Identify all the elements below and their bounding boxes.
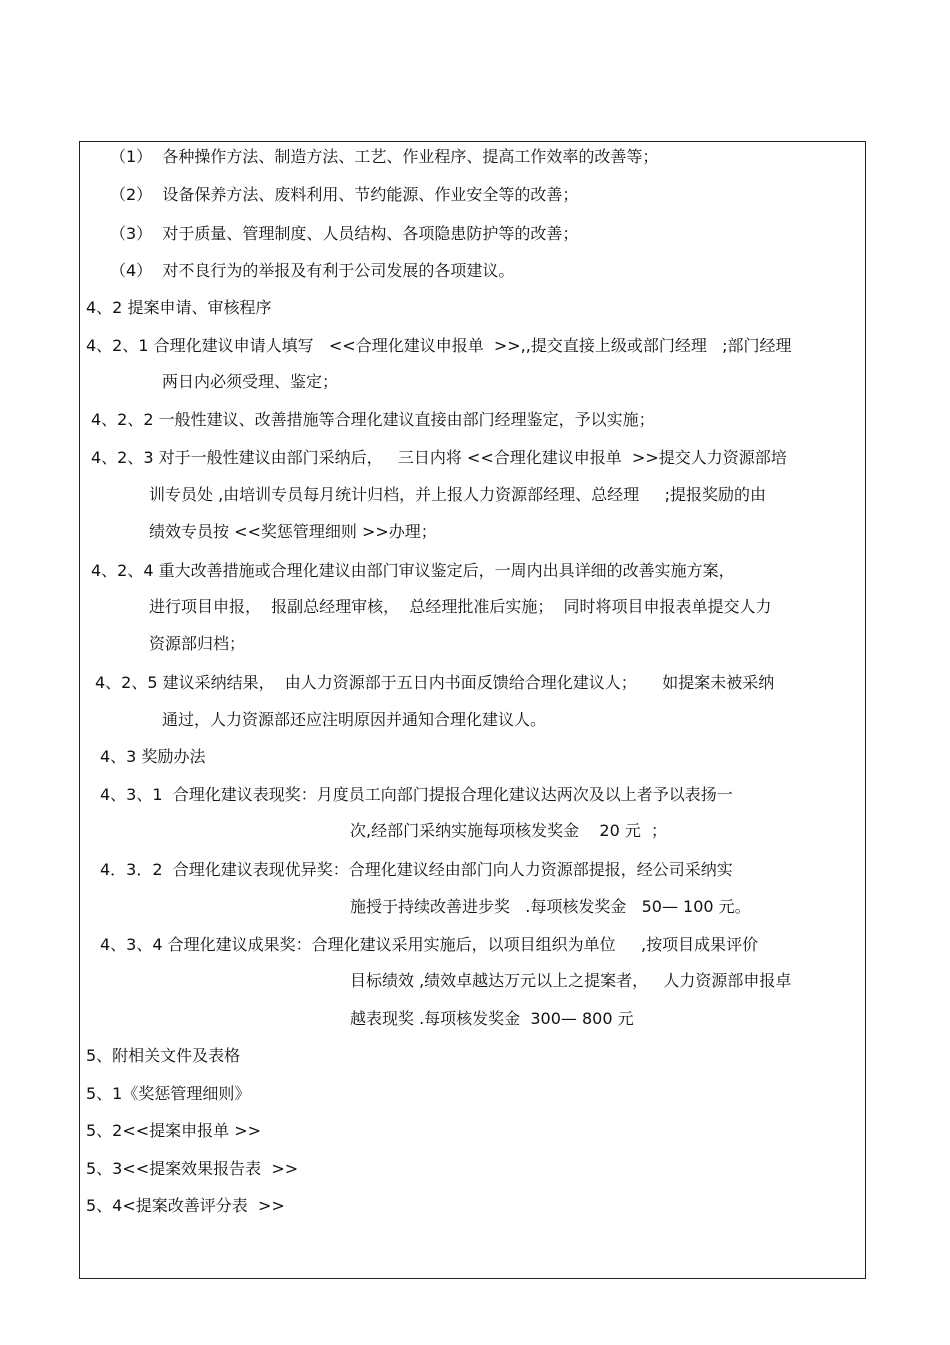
clause-4-2-2: 4、2、2 一般性建议、改善措施等合理化建议直接由部门经理鉴定，予以实施； [91, 410, 655, 429]
clause-4-2-5: 4、2、5 建议采纳结果， 由人力资源部于五日内书面反馈给合理化建议人； 如提案未被采纳 [95, 673, 775, 692]
clause-4-3-4-cont-2: 越表现奖 .每项核发奖金 300— 800 元 [350, 1009, 634, 1028]
attachment-5-3: 5、3<<提案效果报告表 >> [86, 1159, 299, 1178]
item-3: （3） 对于质量、管理制度、人员结构、各项隐患防护等的改善； [110, 224, 579, 243]
clause-4-2-4-cont-1: 进行项目申报， 报副总经理审核， 总经理批准后实施； 同时将项目申报表单提交人力 [149, 597, 772, 616]
attachment-5-1: 5、1《奖惩管理细则》 [86, 1084, 251, 1103]
clause-4-3-2-cont: 施授于持续改善进步奖 .每项核发奖金 50— 100 元。 [350, 897, 751, 916]
section-heading-4-3: 4、3 奖励办法 [100, 747, 206, 766]
clause-4-2-1: 4、2、1 合理化建议申请人填写 <<合理化建议申报单 >>,,提交直接上级或部门经理 ;部门经理 [86, 336, 792, 355]
clause-4-3-2: 4．3．2 合理化建议表现优异奖：合理化建议经由部门向人力资源部提报，经公司采纳实 [100, 860, 733, 879]
section-heading-5: 5、附相关文件及表格 [86, 1046, 241, 1065]
clause-4-3-1: 4、3、1 合理化建议表现奖：月度员工向部门提报合理化建议达两次及以上者予以表扬一 [100, 785, 733, 804]
attachment-5-2: 5、2<<提案申报单 >> [86, 1121, 262, 1140]
clause-4-2-3-cont-2: 绩效专员按 <<奖惩管理细则 >>办理； [149, 522, 437, 541]
clause-4-2-3: 4、2、3 对于一般性建议由部门采纳后， 三日内将 <<合理化建议申报单 >>提交人力资源部培 [91, 448, 787, 467]
clause-4-2-3-cont-1: 训专员处 ,由培训专员每月统计归档，并上报人力资源部经理、总经理 ;提报奖励的由 [149, 485, 766, 504]
clause-4-2-4-cont-2: 资源部归档； [149, 634, 246, 653]
clause-4-2-4: 4、2、4 重大改善措施或合理化建议由部门审议鉴定后，一周内出具详细的改善实施方案， [91, 561, 735, 580]
item-4: （4） 对不良行为的举报及有利于公司发展的各项建议。 [110, 261, 515, 280]
clause-4-3-4: 4、3、4 合理化建议成果奖：合理化建议采用实施后，以项目组织为单位 ,按项目成果评价 [100, 935, 759, 954]
clause-4-2-5-cont: 通过，人力资源部还应注明原因并通知合理化建议人。 [162, 710, 547, 729]
attachment-5-4: 5、4<提案改善评分表 >> [86, 1196, 285, 1215]
section-heading-4-2: 4、2 提案申请、审核程序 [86, 298, 272, 317]
item-2: （2） 设备保养方法、废料利用、节约能源、作业安全等的改善； [110, 185, 579, 204]
clause-4-3-4-cont-1: 目标绩效 ,绩效卓越达万元以上之提案者， 人力资源部申报卓 [350, 971, 792, 990]
clause-4-3-1-cont: 次,经部门采纳实施每项核发奖金 20 元 ； [350, 821, 668, 840]
clause-4-2-1-cont: 两日内必须受理、鉴定； [162, 372, 339, 391]
item-1: （1） 各种操作方法、制造方法、工艺、作业程序、提高工作效率的改善等； [110, 147, 659, 166]
